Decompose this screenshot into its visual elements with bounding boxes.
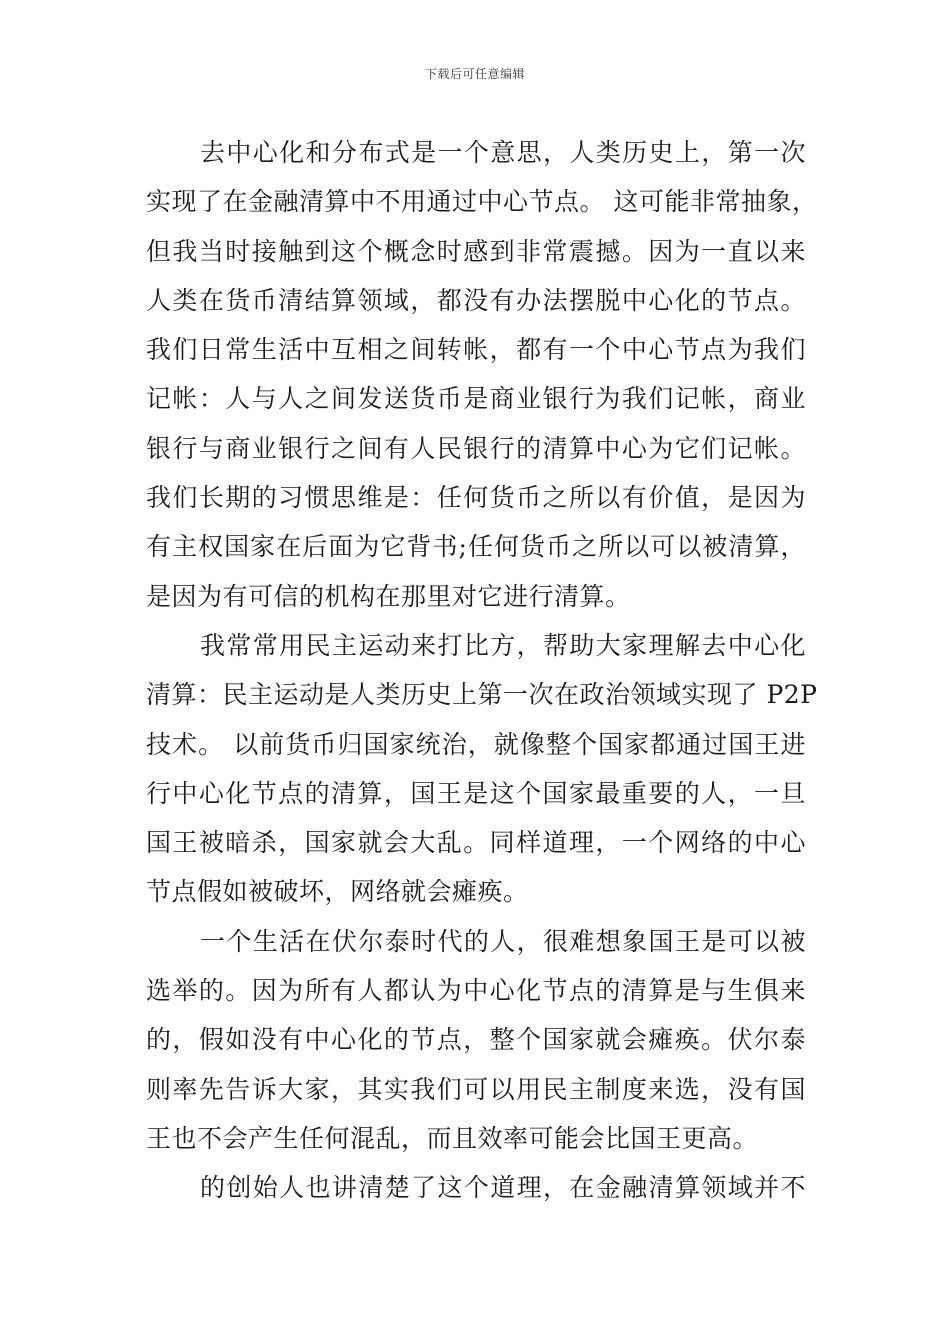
paragraph-1-line-2: 实现了在金融清算中不用通过中心节点。 这可能非常抽象， [146, 187, 818, 217]
paragraph-1-line-10: 是因为有可信的机构在那里对它进行清算。 [146, 581, 631, 611]
paragraph-3-line-1: 一个生活在伏尔泰时代的人，很难想象国王是可以被 [200, 926, 806, 956]
paragraph-1-line-1: 去中心化和分布式是一个意思，人类历史上，第一次 [200, 138, 806, 167]
paragraph-1-line-3: 但我当时接触到这个概念时感到非常震撼。因为一直以来 [146, 236, 806, 266]
paragraph-1-line-8: 我们长期的习惯思维是：任何货币之所以有价值，是因为 [146, 483, 806, 513]
paragraph-1-line-6: 记帐：人与人之间发送货币是商业银行为我们记帐，商业 [146, 384, 806, 414]
paragraph-2-line-1: 我常常用民主运动来打比方，帮助大家理解去中心化 [200, 630, 806, 660]
paragraph-3-line-5: 王也不会产生任何混乱，而且效率可能会比国王更高。 [146, 1123, 759, 1153]
paragraph-2-line-4: 行中心化节点的清算，国王是这个国家最重要的人，一旦 [146, 778, 806, 808]
paragraph-2-line-6: 节点假如被破坏，网络就会瘫痪。 [146, 877, 529, 907]
paragraph-3-line-4: 则率先告诉大家，其实我们可以用民主制度来选，没有国 [146, 1074, 806, 1104]
paragraph-1-line-5: 我们日常生活中互相之间转帐，都有一个中心节点为我们 [146, 335, 806, 365]
paragraph-1-line-4: 人类在货币清结算领域，都没有办法摆脱中心化的节点。 [146, 285, 806, 315]
paragraph-3-line-2: 选举的。因为所有人都认为中心化节点的清算是与生俱来 [146, 976, 806, 1006]
paragraph-3-line-3: 的，假如没有中心化的节点，整个国家就会瘫痪。伏尔泰 [146, 1025, 806, 1055]
paragraph-2-line-5: 国王被暗杀，国家就会大乱。同样道理，一个网络的中心 [146, 828, 806, 858]
paragraph-2-line-3: 技术。 以前货币归国家统治，就像整个国家都通过国王进 [146, 729, 806, 759]
paragraph-2-line-2: 清算：民主运动是人类历史上第一次在政治领域实现了 P2P [146, 680, 818, 710]
paragraph-4-line-1: 的创始人也讲清楚了这个道理，在金融清算领域并不 [200, 1173, 806, 1203]
page-header: 下载后可任意编辑 [424, 67, 525, 81]
paragraph-1-line-9: 有主权国家在后面为它背书;任何货币之所以可以被清算， [146, 532, 806, 562]
body-text [146, 128, 818, 1213]
paragraph-1-line-7: 银行与商业银行之间有人民银行的清算中心为它们记帐。 [146, 433, 806, 463]
